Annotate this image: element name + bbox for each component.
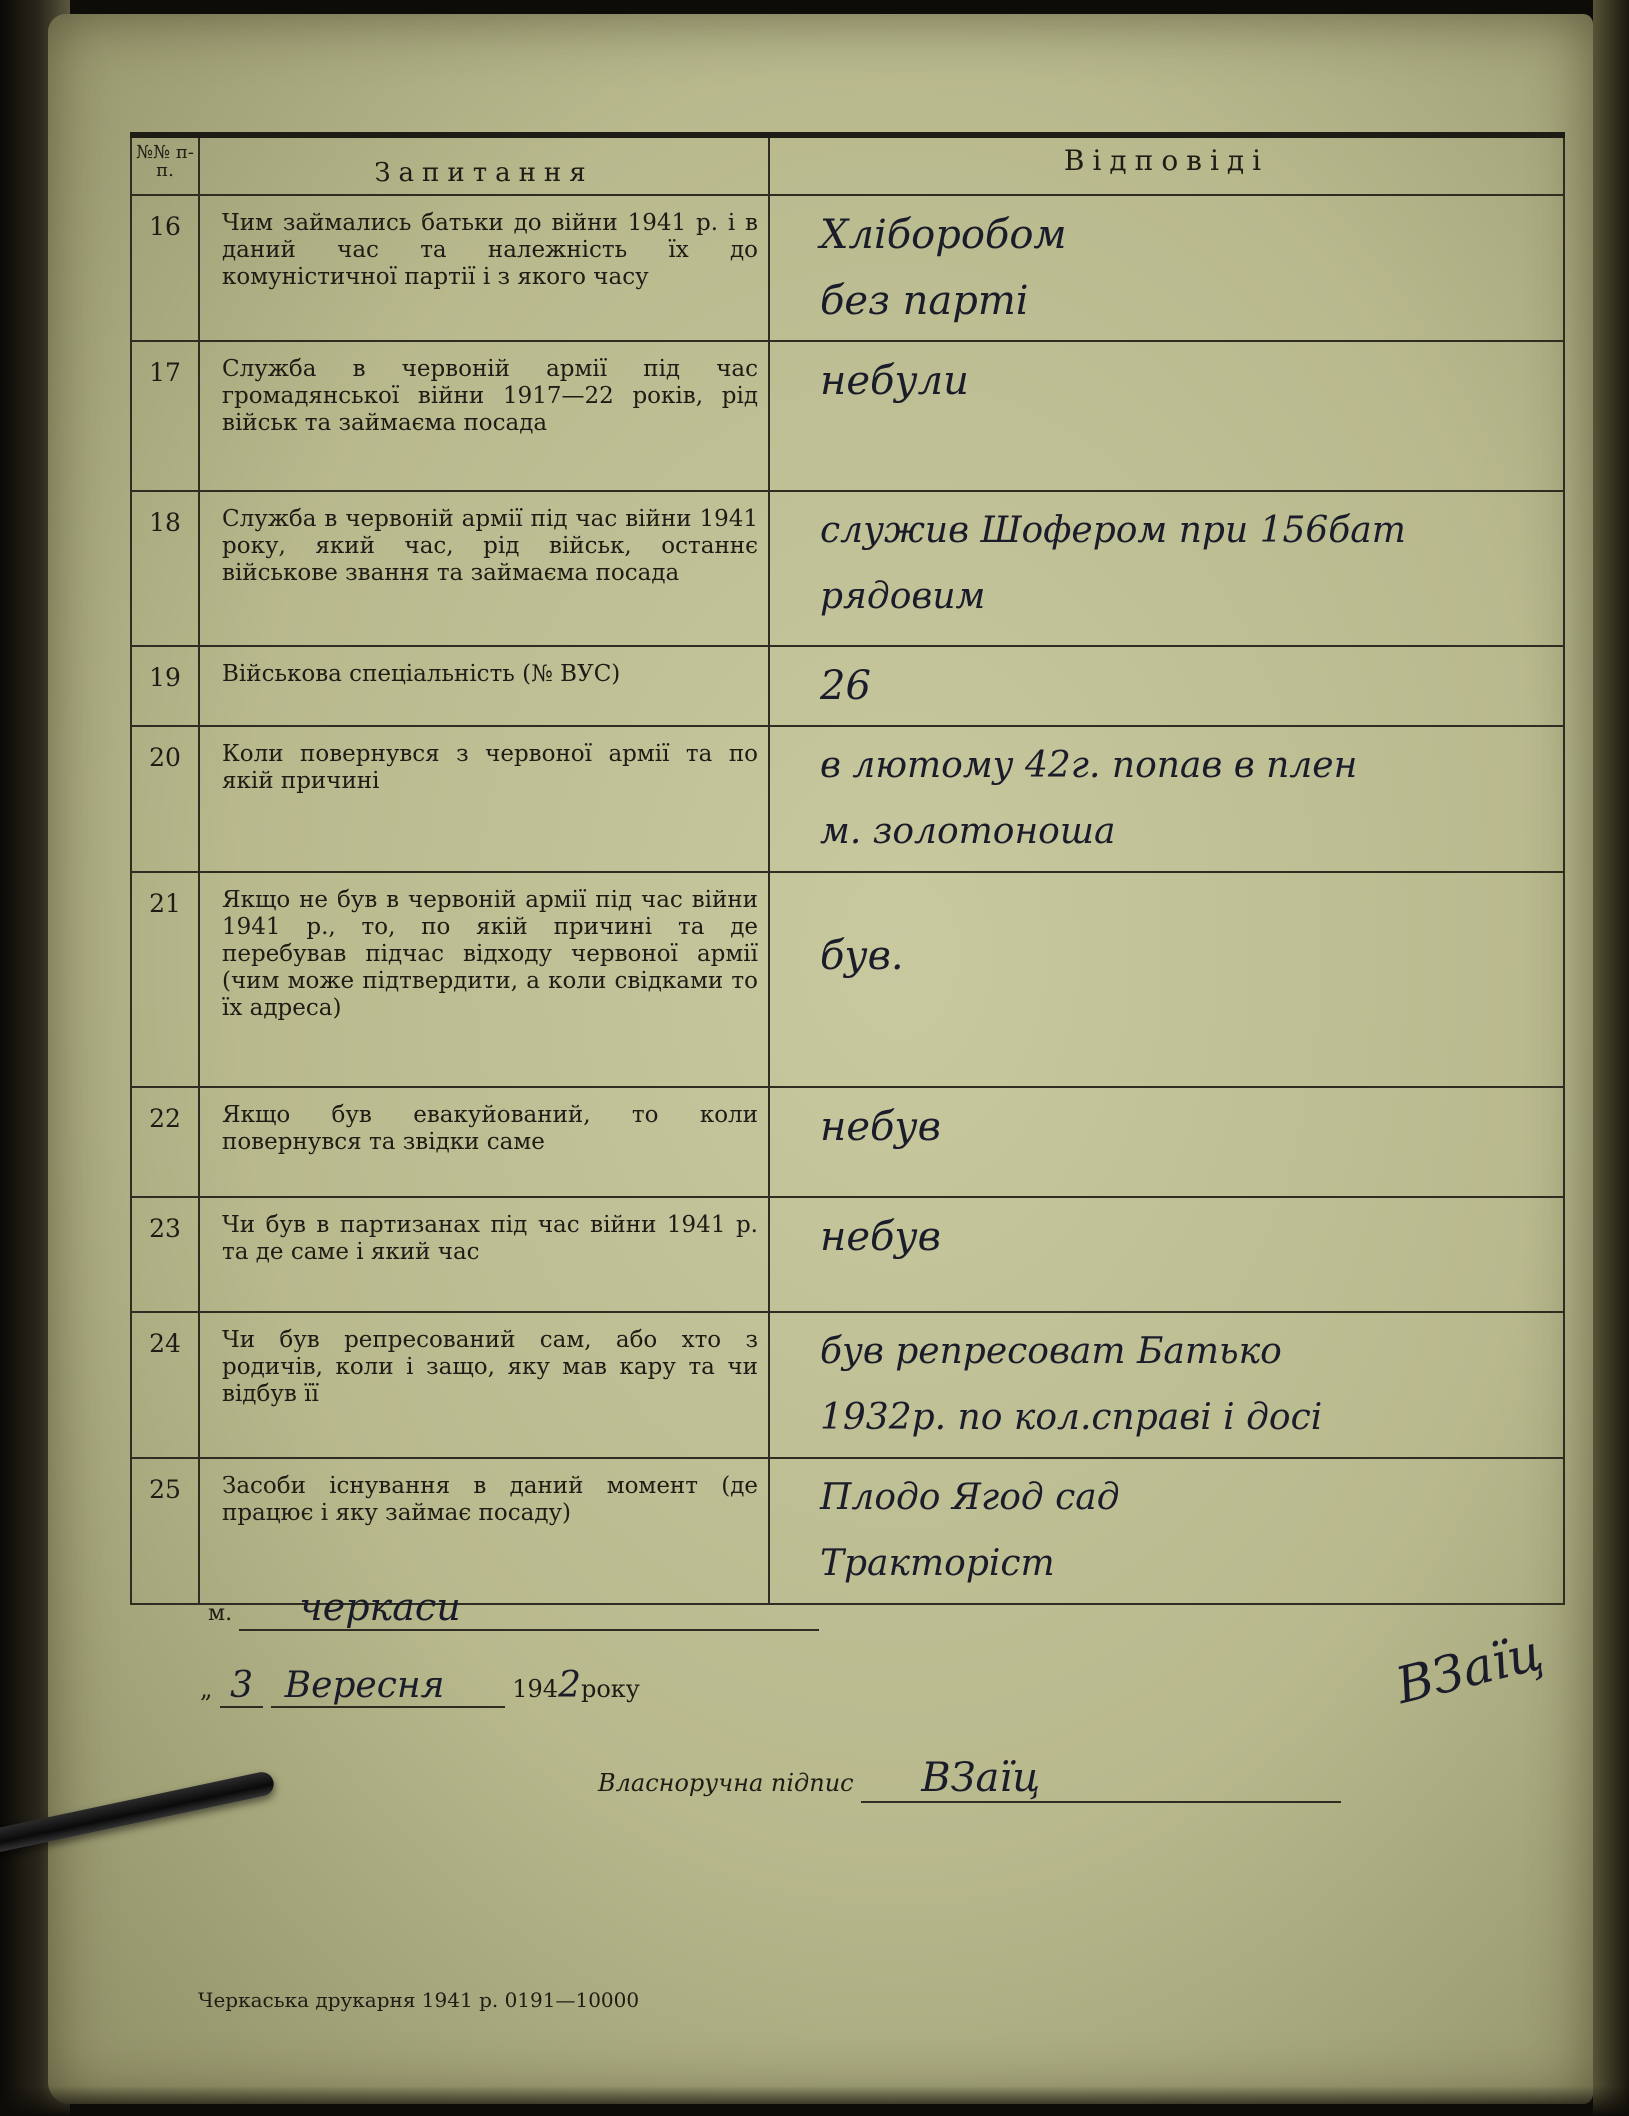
row-question: Якщо не був в червоній армії під час війни 1941 р., то, по якій причині та де перебував підчас відходу червоної армії (чим може підтвердити, а коли свідками то їх адреса) xyxy=(199,872,769,1087)
row-answer xyxy=(769,726,1564,872)
table-row xyxy=(131,1312,1564,1458)
page-edge xyxy=(1593,0,1629,2116)
row-answer xyxy=(769,1458,1564,1604)
row-number: 19 xyxy=(131,646,199,726)
city-line xyxy=(208,1585,819,1631)
answer-line: Хліборобом xyxy=(820,212,1067,258)
date-year-handwritten: 2 xyxy=(558,1665,581,1706)
table-row xyxy=(131,872,1564,1087)
row-question: Чи був в партизанах під час війни 1941 р. та де саме і який час xyxy=(199,1197,769,1312)
date-month: Вересня xyxy=(271,1665,505,1708)
answer-line: 26 xyxy=(820,663,871,709)
page-shadow xyxy=(0,2086,1629,2116)
date-suffix: року xyxy=(580,1675,640,1703)
header-answer: Відповіді xyxy=(769,135,1564,195)
date-line xyxy=(200,1665,640,1708)
signature-line xyxy=(598,1755,1341,1803)
answer-line: м. золотоноша xyxy=(820,811,1116,852)
questionnaire-table xyxy=(130,132,1565,1605)
answer-line: був. xyxy=(820,933,904,979)
row-answer xyxy=(769,1087,1564,1197)
table-row xyxy=(131,1087,1564,1197)
table-row xyxy=(131,491,1564,646)
answer-line: без парті xyxy=(820,278,1029,324)
row-question: Коли повернувся з червоної армії та по якій причині xyxy=(199,726,769,872)
answer-line: 1932р. по кол.справі і досі xyxy=(820,1397,1323,1438)
answer-line: був репресоват Батько xyxy=(820,1331,1282,1372)
date-open-quote: „ xyxy=(200,1675,213,1703)
header-question: Запитання xyxy=(199,135,769,195)
table-row xyxy=(131,1197,1564,1312)
row-answer xyxy=(769,1197,1564,1312)
row-number: 20 xyxy=(131,726,199,872)
answer-line: служив Шофером при 156бат xyxy=(820,510,1406,551)
side-signature: ВЗаїц xyxy=(1390,1622,1549,1716)
answer-line: небули xyxy=(820,358,969,404)
city-prefix: м. xyxy=(208,1601,233,1626)
table-header-row xyxy=(131,135,1564,195)
row-answer xyxy=(769,646,1564,726)
table-row xyxy=(131,341,1564,491)
date-year-printed: 194 xyxy=(512,1675,559,1703)
city-value: черкаси xyxy=(239,1585,819,1631)
signature-value: ВЗаїц xyxy=(861,1755,1341,1803)
answer-line: рядовим xyxy=(820,576,986,617)
signature-label: Власноручна підпис xyxy=(598,1769,854,1797)
answer-line: в лютому 42г. попав в плен xyxy=(820,745,1358,786)
table-row xyxy=(131,1458,1564,1604)
header-number: №№ п-п. xyxy=(131,135,199,195)
table-row xyxy=(131,726,1564,872)
row-number: 21 xyxy=(131,872,199,1087)
row-question: Військова спеціальність (№ ВУС) xyxy=(199,646,769,726)
answer-line: Плодо Ягод сад xyxy=(820,1477,1120,1518)
row-number: 17 xyxy=(131,341,199,491)
row-answer xyxy=(769,195,1564,341)
row-question: Служба в червоній армії під час громадянської війни 1917—22 років, рід військ та займаєма посада xyxy=(199,341,769,491)
row-question: Якщо був евакуйований, то коли повернувся та звідки саме xyxy=(199,1087,769,1197)
row-answer xyxy=(769,491,1564,646)
row-number: 18 xyxy=(131,491,199,646)
row-question: Чим займались батьки до війни 1941 р. і в даний час та належність їх до комуністичної партії і з якого часу xyxy=(199,195,769,341)
row-answer xyxy=(769,341,1564,491)
row-question: Засоби існування в даний момент (де працює і яку займає посаду) xyxy=(199,1458,769,1604)
printer-imprint: Черкаська друкарня 1941 р. 0191—10000 xyxy=(198,1988,640,2012)
row-number: 23 xyxy=(131,1197,199,1312)
date-day: 3 xyxy=(220,1665,263,1708)
row-number: 25 xyxy=(131,1458,199,1604)
row-number: 22 xyxy=(131,1087,199,1197)
row-question: Служба в червоній армії під час війни 1941 року, який час, рід військ, останнє військове звання та займаєма посада xyxy=(199,491,769,646)
answer-line: небув xyxy=(820,1104,941,1150)
row-number: 24 xyxy=(131,1312,199,1458)
answer-line: Тракторіст xyxy=(820,1543,1055,1584)
table-row xyxy=(131,646,1564,726)
row-answer xyxy=(769,872,1564,1087)
row-number: 16 xyxy=(131,195,199,341)
row-answer xyxy=(769,1312,1564,1458)
row-question: Чи був репресований сам, або хто з родичів, коли і защо, яку мав кару та чи відбув її xyxy=(199,1312,769,1458)
answer-line: небув xyxy=(820,1214,941,1260)
table-row xyxy=(131,195,1564,341)
